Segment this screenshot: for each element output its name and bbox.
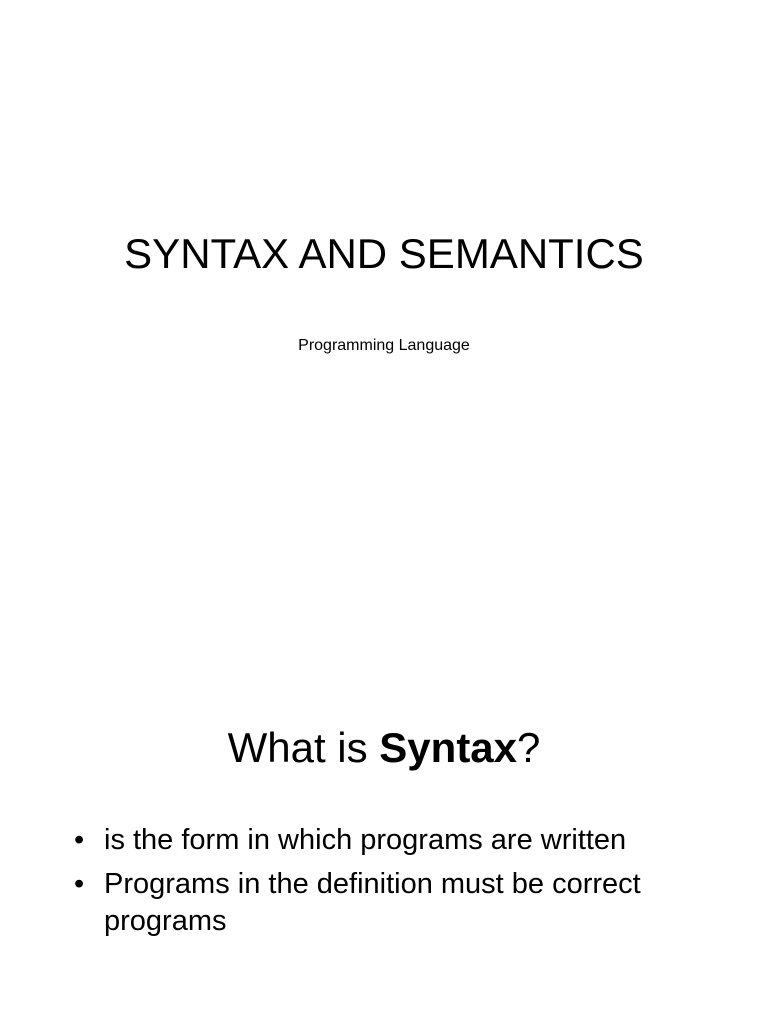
bullet-text: Programs in the definition must be correct programs — [104, 868, 641, 937]
bullet-icon: • — [74, 824, 85, 856]
bullet-icon: • — [74, 868, 85, 900]
slide-subtitle: Programming Language — [298, 337, 470, 354]
section-heading — [0, 722, 768, 774]
bullet-list — [74, 822, 714, 947]
heading-prefix: What is — [227, 724, 380, 771]
bullet-item — [74, 866, 714, 940]
heading-suffix: ? — [517, 724, 541, 771]
heading-keyword: Syntax — [379, 724, 518, 771]
bullet-item — [74, 822, 714, 859]
slide-title: SYNTAX AND SEMANTICS — [124, 230, 644, 277]
bullet-text: is the form in which programs are written — [104, 824, 627, 856]
